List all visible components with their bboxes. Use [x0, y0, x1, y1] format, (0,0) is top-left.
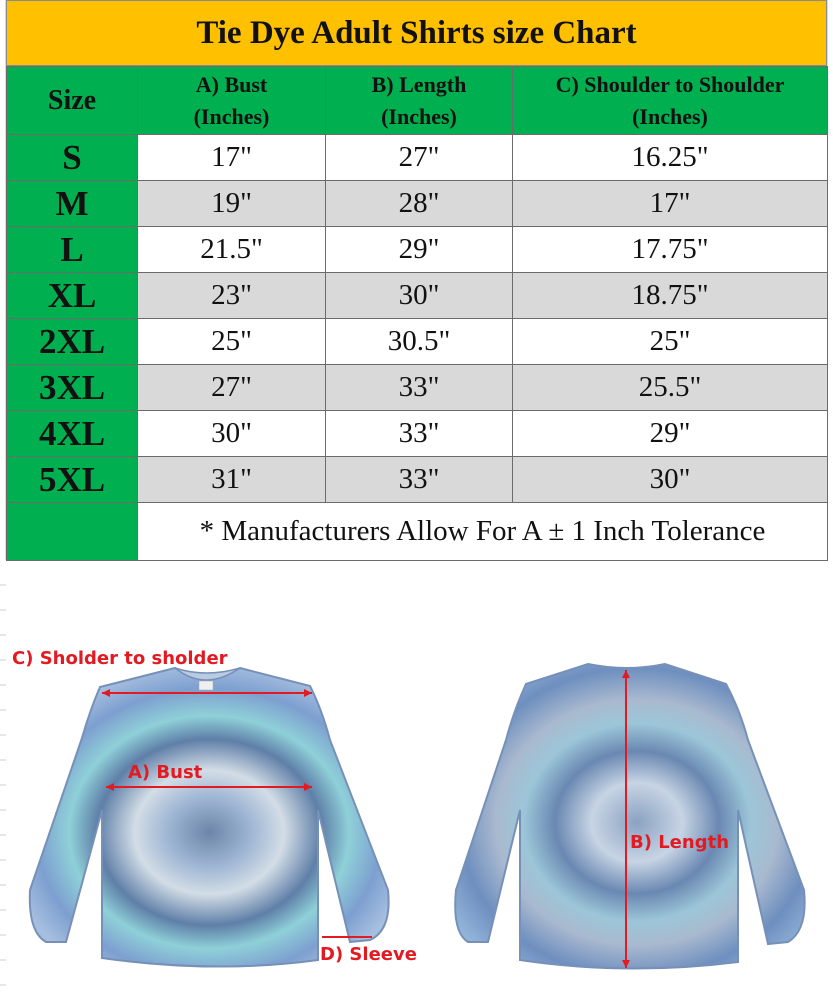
length-header-label: B) Length: [371, 71, 467, 97]
tolerance-row: [7, 503, 828, 561]
front-shirt-body: [30, 668, 389, 967]
shoulder-cell: 17": [513, 181, 828, 227]
length-cell: 30": [326, 273, 513, 319]
shoulder-measure-label: C) Sholder to sholder: [12, 648, 228, 669]
size-cell: M: [7, 181, 138, 227]
shirt-diagrams: [0, 560, 833, 1005]
bust-cell: 31": [138, 457, 326, 503]
table-row: [7, 227, 828, 273]
length-cell: 33": [326, 365, 513, 411]
sleeve-measure-label: D) Sleeve: [320, 944, 417, 965]
shoulder-cell: 25": [513, 319, 828, 365]
shoulder-cell: 30": [513, 457, 828, 503]
size-cell: 5XL: [7, 457, 138, 503]
shoulder-cell: 18.75": [513, 273, 828, 319]
length-column-header: [326, 67, 513, 135]
size-cell: L: [7, 227, 138, 273]
header-row: [7, 67, 828, 135]
length-cell: 28": [326, 181, 513, 227]
front-shirt-image: [30, 668, 389, 967]
measurement-illustration: [0, 560, 833, 1005]
shoulder-header-unit: (Inches): [632, 103, 708, 129]
tolerance-note: * Manufacturers Allow For A ± 1 Inch Tolerance: [138, 503, 828, 561]
bust-column-header: [138, 67, 326, 135]
bust-cell: 21.5": [138, 227, 326, 273]
size-cell: XL: [7, 273, 138, 319]
table-row: [7, 181, 828, 227]
bust-cell: 25": [138, 319, 326, 365]
length-measure-label: B) Length: [630, 832, 730, 853]
size-column-header: Size: [7, 67, 138, 135]
shoulder-cell: 17.75": [513, 227, 828, 273]
back-shirt-body: [455, 664, 804, 969]
back-shirt-image: [455, 664, 804, 969]
size-cell: 3XL: [7, 365, 138, 411]
bust-header-unit: (Inches): [193, 103, 270, 129]
table-row: [7, 457, 828, 503]
table-row: [7, 365, 828, 411]
table-row: [7, 135, 828, 181]
table-row: [7, 411, 828, 457]
length-cell: 33": [326, 457, 513, 503]
length-cell: 29": [326, 227, 513, 273]
shoulder-cell: 16.25": [513, 135, 828, 181]
bust-cell: 17": [138, 135, 326, 181]
size-cell: S: [7, 135, 138, 181]
shoulder-cell: 25.5": [513, 365, 828, 411]
shoulder-column-header: [513, 67, 828, 135]
front-tag: [199, 681, 213, 690]
length-header-unit: (Inches): [381, 103, 457, 129]
length-cell: 27": [326, 135, 513, 181]
bust-cell: 23": [138, 273, 326, 319]
shoulder-cell: 29": [513, 411, 828, 457]
tolerance-row-label-cell: [7, 503, 138, 561]
size-table: [6, 66, 828, 561]
chart-title: Tie Dye Adult Shirts size Chart: [6, 0, 827, 66]
length-cell: 33": [326, 411, 513, 457]
bust-cell: 19": [138, 181, 326, 227]
bust-measure-label: A) Bust: [128, 762, 203, 783]
size-cell: 2XL: [7, 319, 138, 365]
length-cell: 30.5": [326, 319, 513, 365]
bust-cell: 30": [138, 411, 326, 457]
bust-cell: 27": [138, 365, 326, 411]
shoulder-header-label: C) Shoulder to Shoulder: [555, 71, 785, 97]
table-row: [7, 273, 828, 319]
table-row: [7, 319, 828, 365]
size-cell: 4XL: [7, 411, 138, 457]
bust-header-label: A) Bust: [195, 71, 268, 97]
size-chart: [6, 0, 827, 561]
